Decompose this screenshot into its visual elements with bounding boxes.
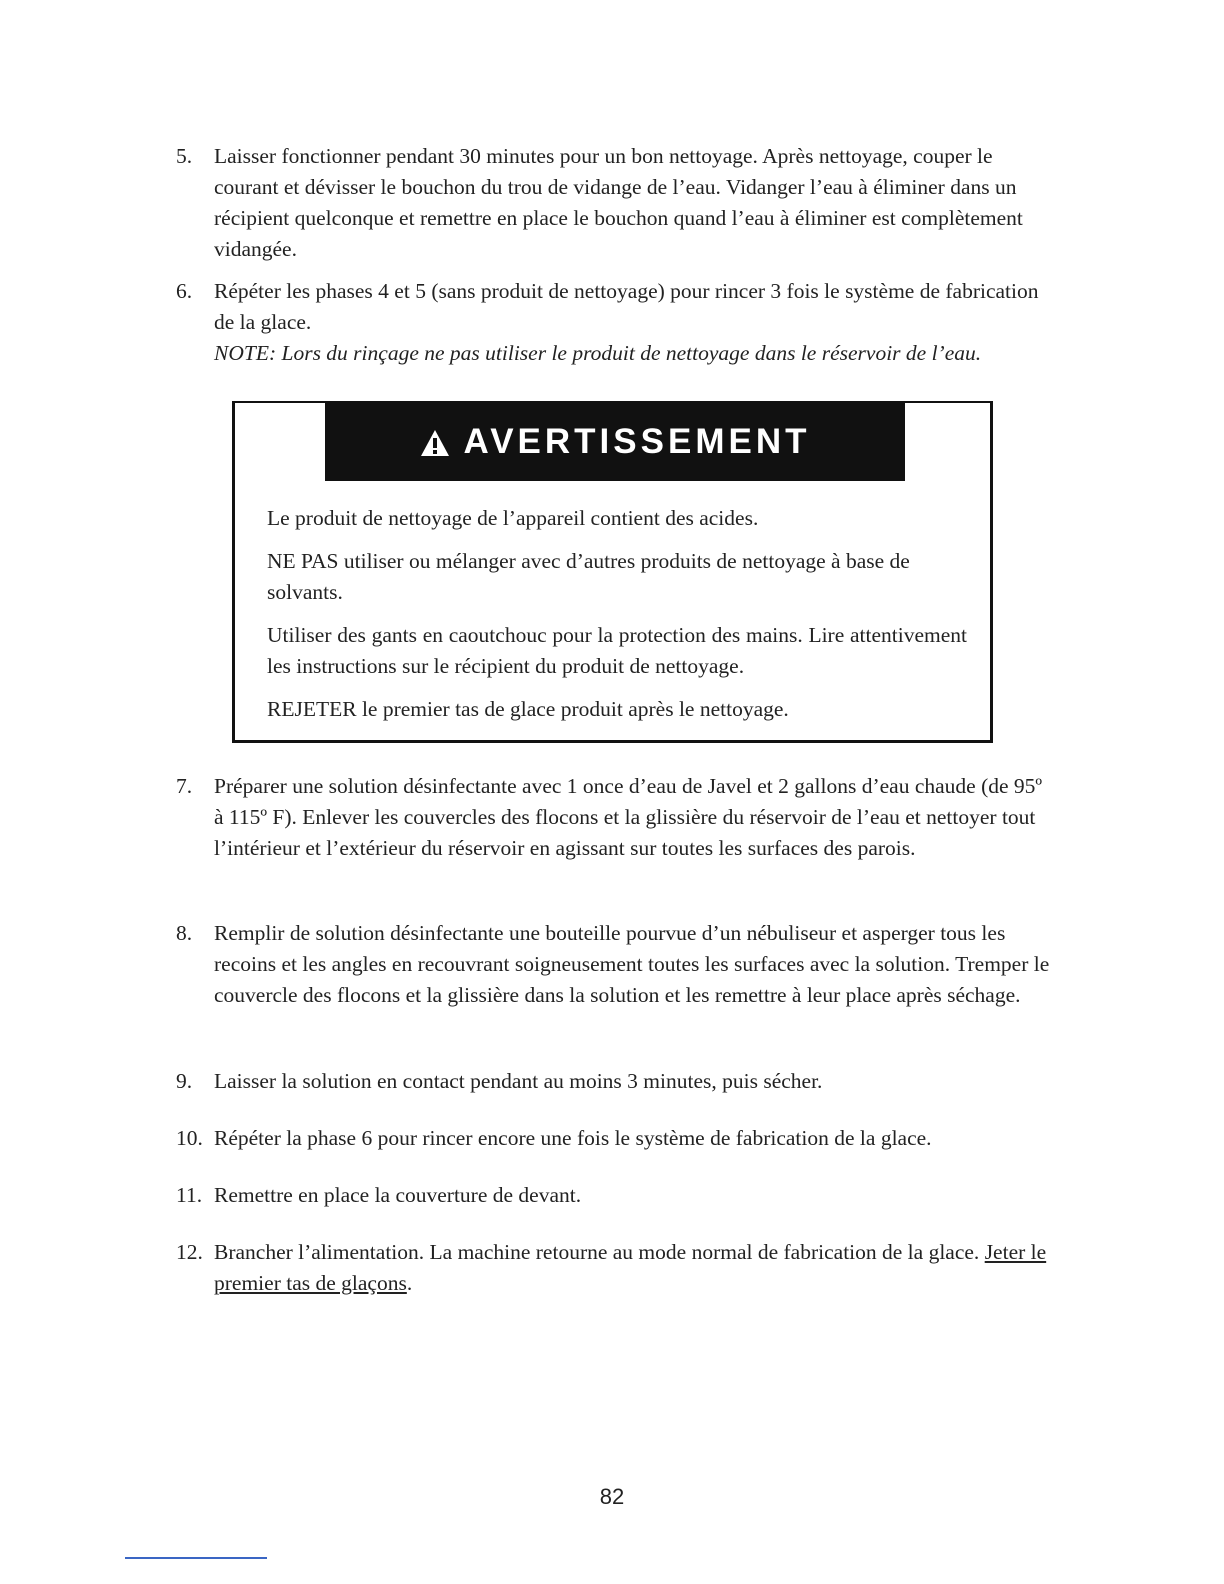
page-number: 82: [599, 1484, 625, 1509]
step-number: 7.: [176, 774, 193, 798]
step-10: [176, 1123, 1056, 1154]
step-number: 5.: [176, 144, 193, 168]
step-number: 9.: [176, 1069, 193, 1093]
step-text: Laisser fonctionner pendant 30 minutes pour un bon nettoyage. Après nettoyage, couper le courant et dévisser le bouchon du trou de vidange de l’eau. Vidanger l’eau à éliminer dans un récipient quelconque et remettre en place le bouchon quand l’eau à éliminer est complètement vidangée.: [214, 144, 1023, 261]
warning-header: [325, 403, 905, 481]
step-number: 12.: [176, 1240, 203, 1264]
warning-box: [232, 401, 993, 743]
step-text: Remettre en place la couverture de devant.: [214, 1183, 582, 1207]
warning-triangle-icon: [420, 427, 450, 457]
footer-divider: [125, 1557, 267, 1559]
step-number: 8.: [176, 921, 193, 945]
step-text: Remplir de solution désinfectante une bouteille pourvue d’un nébuliseur et asperger tous les recoins et les angles en recouvrant soigneusement toutes les surfaces avec la solution. Tremper le couvercle des flocons et la glissière dans la solution et les remettre à leur place après séchage.: [214, 921, 1050, 1007]
underlined-instruction: Jeter le premier tas de glaçons: [214, 1240, 1047, 1295]
step-number: 10.: [176, 1126, 203, 1150]
step-9: [176, 1066, 1056, 1097]
step-number: 6.: [176, 279, 193, 303]
step-note: NOTE: Lors du rinçage ne pas utiliser le produit de nettoyage dans le réservoir de l’eau.: [214, 341, 982, 365]
step-7: [176, 771, 1056, 864]
step-text: Laisser la solution en contact pendant au moins 3 minutes, puis sécher.: [214, 1069, 823, 1093]
warning-title: AVERTISSEMENT: [463, 422, 811, 461]
step-text-trailing: .: [406, 1271, 413, 1295]
step-5: [176, 141, 1056, 265]
warning-line: Utiliser des gants en caoutchouc pour la protection des mains. Lire attentivement les instructions sur le récipient du produit de nettoyage.: [267, 623, 967, 678]
step-text: Préparer une solution désinfectante avec 1 once d’eau de Javel et 2 gallons d’eau chaude (de 95º à 115º F). Enlever les couvercles des flocons et la glissière du réservoir de l’eau et nettoyer tout l’intérieur et l’extérieur du réservoir en agissant sur toutes les surfaces des parois.: [214, 774, 1043, 860]
step-text-main: Brancher l’alimentation. La machine retourne au mode normal de fabrication de la glace.: [214, 1240, 980, 1264]
step-11: [176, 1180, 1056, 1211]
warning-line: REJETER le premier tas de glace produit après le nettoyage.: [267, 697, 789, 721]
warning-content: [267, 503, 967, 737]
step-8: [176, 918, 1056, 1011]
warning-line: NE PAS utiliser ou mélanger avec d’autres produits de nettoyage à base de solvants.: [267, 549, 910, 604]
step-6: [176, 276, 1056, 369]
step-text: Répéter les phases 4 et 5 (sans produit de nettoyage) pour rincer 3 fois le système de fabrication de la glace.: [214, 279, 1039, 334]
step-number: 11.: [176, 1183, 203, 1207]
warning-line: Le produit de nettoyage de l’appareil contient des acides.: [267, 506, 759, 530]
step-text: [214, 1237, 1056, 1299]
step-12: [176, 1237, 1056, 1299]
step-text: Répéter la phase 6 pour rincer encore une fois le système de fabrication de la glace.: [214, 1126, 932, 1150]
